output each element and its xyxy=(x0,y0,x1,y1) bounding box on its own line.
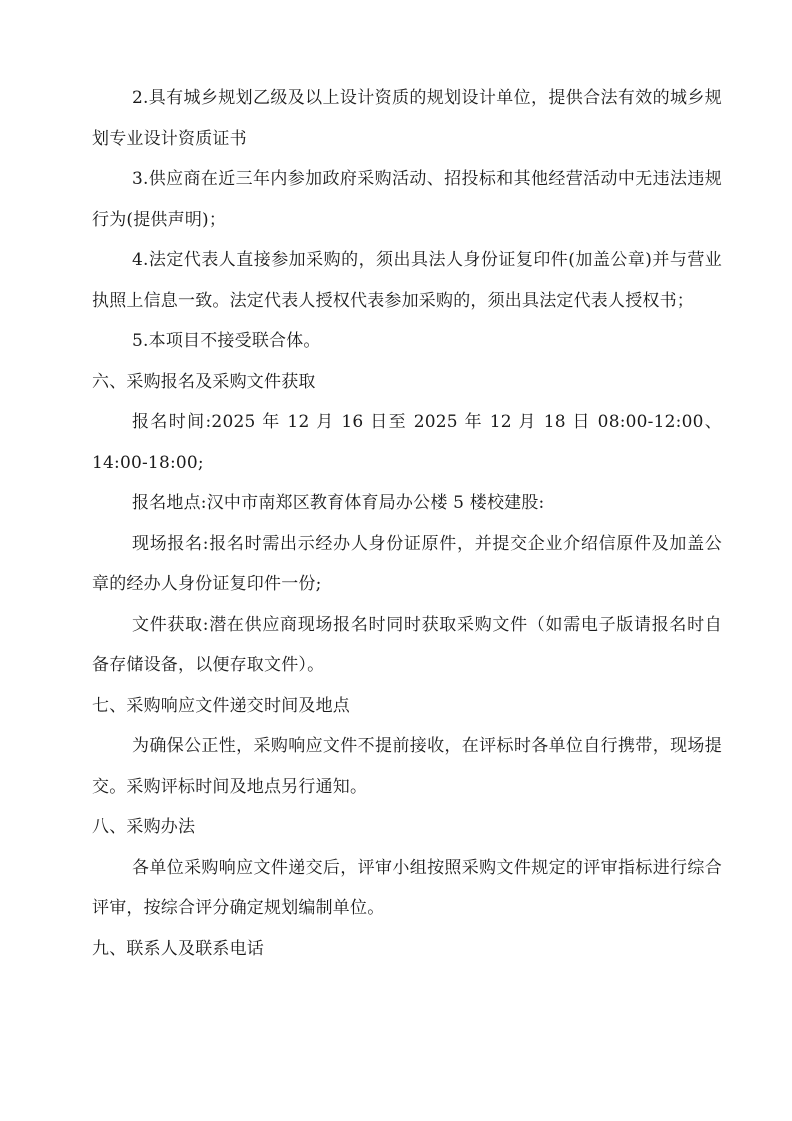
qualification-item-3: 3.供应商在近三年内参加政府采购活动、招投标和其他经营活动中无违法违规行为(提供声明)； xyxy=(92,169,722,230)
registration-location: 报名地点:汉中市南郑区教育体育局办公楼 5 楼校建股: xyxy=(132,493,545,513)
section-heading-9: 九、联系人及联系电话 xyxy=(92,938,264,959)
section-heading-6: 六、采购报名及采购文件获取 xyxy=(92,371,316,392)
qualification-item-5: 5.本项目不接受联合体。 xyxy=(132,331,321,351)
qualification-item-2: 2.具有城乡规划乙级及以上设计资质的规划设计单位，提供合法有效的城乡规划专业设计资质证书 xyxy=(92,88,722,149)
registration-time: 报名时间:2025 年 12 月 16 日至 2025 年 12 月 18 日 08:00-12:00、14:00-18:00; xyxy=(92,412,722,473)
section-heading-8: 八、采购办法 xyxy=(92,817,196,837)
qualification-item-4: 4.法定代表人直接参加采购的，须出具法人身份证复印件(加盖公章)并与营业执照上信息一致。法定代表人授权代表参加采购的，须出具法定代表人授权书； xyxy=(92,250,722,311)
onsite-registration: 现场报名:报名时需出示经办人身份证原件，并提交企业介绍信原件及加盖公章的经办人身份证复印件一份; xyxy=(92,533,722,594)
submission-paragraph: 为确保公正性，采购响应文件不提前接收，在评标时各单位自行携带，现场提交。采购评标时间及地点另行通知。 xyxy=(92,736,722,797)
document-acquisition: 文件获取:潜在供应商现场报名时同时获取采购文件（如需电子版请报名时自备存储设备，以便存取文件）。 xyxy=(92,614,722,675)
document-body xyxy=(92,78,722,969)
section-heading-7: 七、采购响应文件递交时间及地点 xyxy=(92,695,350,716)
evaluation-method-paragraph: 各单位采购响应文件递交后，评审小组按照采购文件规定的评审指标进行综合评审，按综合评分确定规划编制单位。 xyxy=(92,857,722,918)
